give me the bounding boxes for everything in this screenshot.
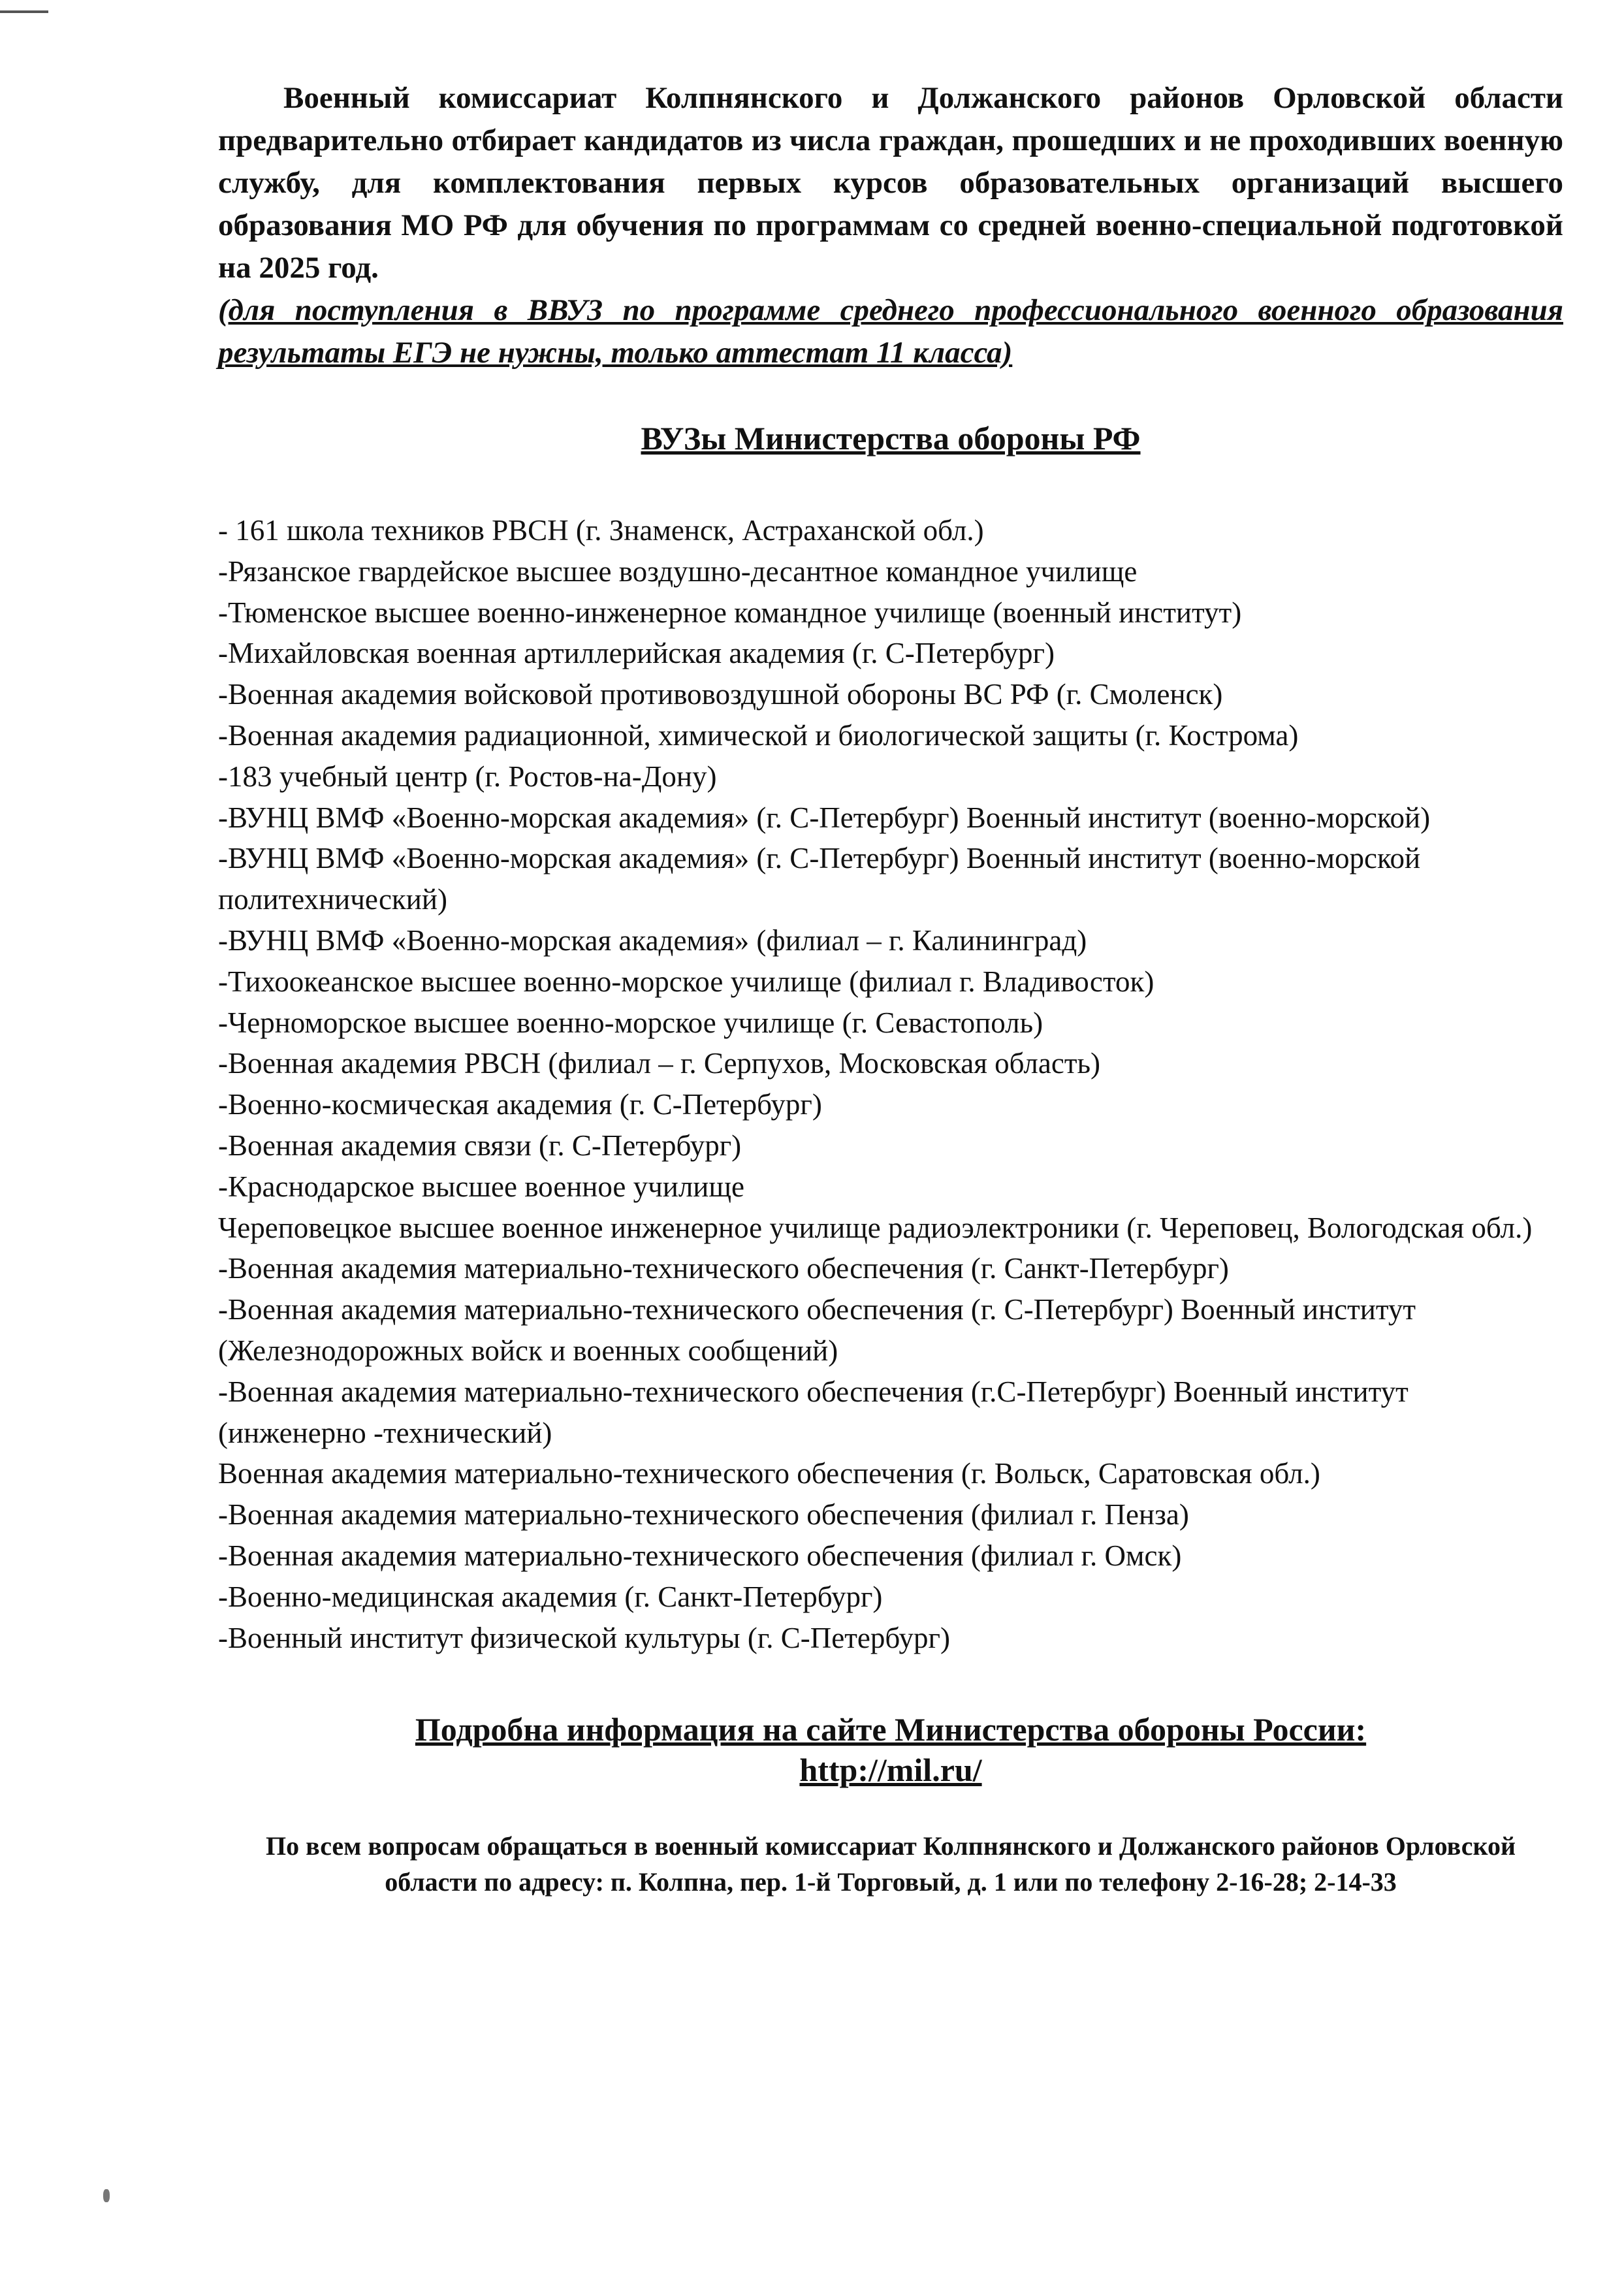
list-item: -Тюменское высшее военно-инженерное командное училище (военный институт) [218,596,1242,629]
list-item: -Военно-космическая академия (г. С-Петербург) [218,1088,822,1121]
list-item: -Рязанское гвардейское высшее воздушно-десантное командное училище [218,554,1138,588]
list-item: -Черноморское высшее военно-морское училище (г. Севастополь) [218,1006,1043,1039]
list-item: -ВУНЦ ВМФ «Военно-морская академия» (г. С-Петербург) Военный институт (военно-морской) [218,801,1431,834]
list-item: Череповецкое высшее военное инженерное училище радиоэлектроники (г. Череповец, Вологодская обл.) [218,1211,1533,1244]
list-item: -Военная академия материально-технического обеспечения (г. С-Петербург) Военный институт (Железнодорожных войск и военных сообщений) [218,1293,1416,1367]
list-item: -183 учебный центр (г. Ростов-на-Дону) [218,760,717,793]
list-item: -Краснодарское высшее военное училище [218,1170,745,1203]
site-info-heading: Подробна информация на сайте Министерства обороны России: [415,1711,1367,1748]
scan-speck [103,2189,110,2202]
scan-edge-mark [0,10,48,13]
list-item: -Военная академия материально-технического обеспечения (г.С-Петербург) Военный институт (инженерно -технический) [218,1375,1409,1449]
list-item: -Военный институт физической культуры (г. С-Петербург) [218,1621,951,1654]
list-item: -Михайловская военная артиллерийская академия (г. С-Петербург) [218,637,1055,670]
list-item: - 161 школа техников РВСН (г. Знаменск, Астраханской обл.) [218,514,984,547]
list-item: -ВУНЦ ВМФ «Военно-морская академия» (г. С-Петербург) Военный институт (военно-морской политехнический) [218,842,1421,916]
list-item: -ВУНЦ ВМФ «Военно-морская академия» (филиал – г. Калининград) [218,923,1087,957]
university-list [218,510,1563,1658]
intro-paragraph: Военный комиссариат Колпнянского и Должанского районов Орловской области предварительно отбирает кандидатов из числа граждан, прошедших и не проходивших военную службу, для комплектования первых курсов образовательных организаций высшего образования МО РФ для обучения по программам со средней военно-специальной подготовкой на 2025 год. [218,81,1563,285]
list-item: -Военная академия войсковой противовоздушной обороны ВС РФ (г. Смоленск) [218,678,1223,711]
intro-note: (для поступления в ВВУЗ по программе среднего профессионального военного образования результаты ЕГЭ не нужны, только аттестат 11 класса) [218,293,1563,370]
contact-paragraph: По всем вопросам обращаться в военный комиссариат Колпнянского и Должанского районов Орловской области по адресу: п. Колпна, пер. 1-й Торговый, д. 1 или по телефону 2-16-28; 2-14-33 [265,1831,1516,1897]
list-item: -Военная академия материально-технического обеспечения (г. Санкт-Петербург) [218,1252,1229,1285]
list-item: -Тихоокеанское высшее военно-морское училище (филиал г. Владивосток) [218,965,1154,998]
list-item: -Военная академия РВСН (филиал – г. Серпухов, Московская область) [218,1047,1101,1080]
document-page [218,77,1563,1900]
site-url-link[interactable]: http://mil.ru/ [799,1752,982,1789]
list-item: -Военная академия материально-технического обеспечения (филиал г. Омск) [218,1539,1182,1572]
universities-heading: ВУЗы Министерства обороны РФ [641,420,1141,457]
list-item: -Военно-медицинская академия (г. Санкт-Петербург) [218,1580,883,1613]
list-item: Военная академия материально-технического обеспечения (г. Вольск, Саратовская обл.) [218,1457,1320,1490]
list-item: -Военная академия связи (г. С-Петербург) [218,1129,742,1162]
list-item: -Военная академия радиационной, химической и биологической защиты (г. Кострома) [218,718,1299,752]
list-item: -Военная академия материально-технического обеспечения (филиал г. Пенза) [218,1498,1189,1531]
